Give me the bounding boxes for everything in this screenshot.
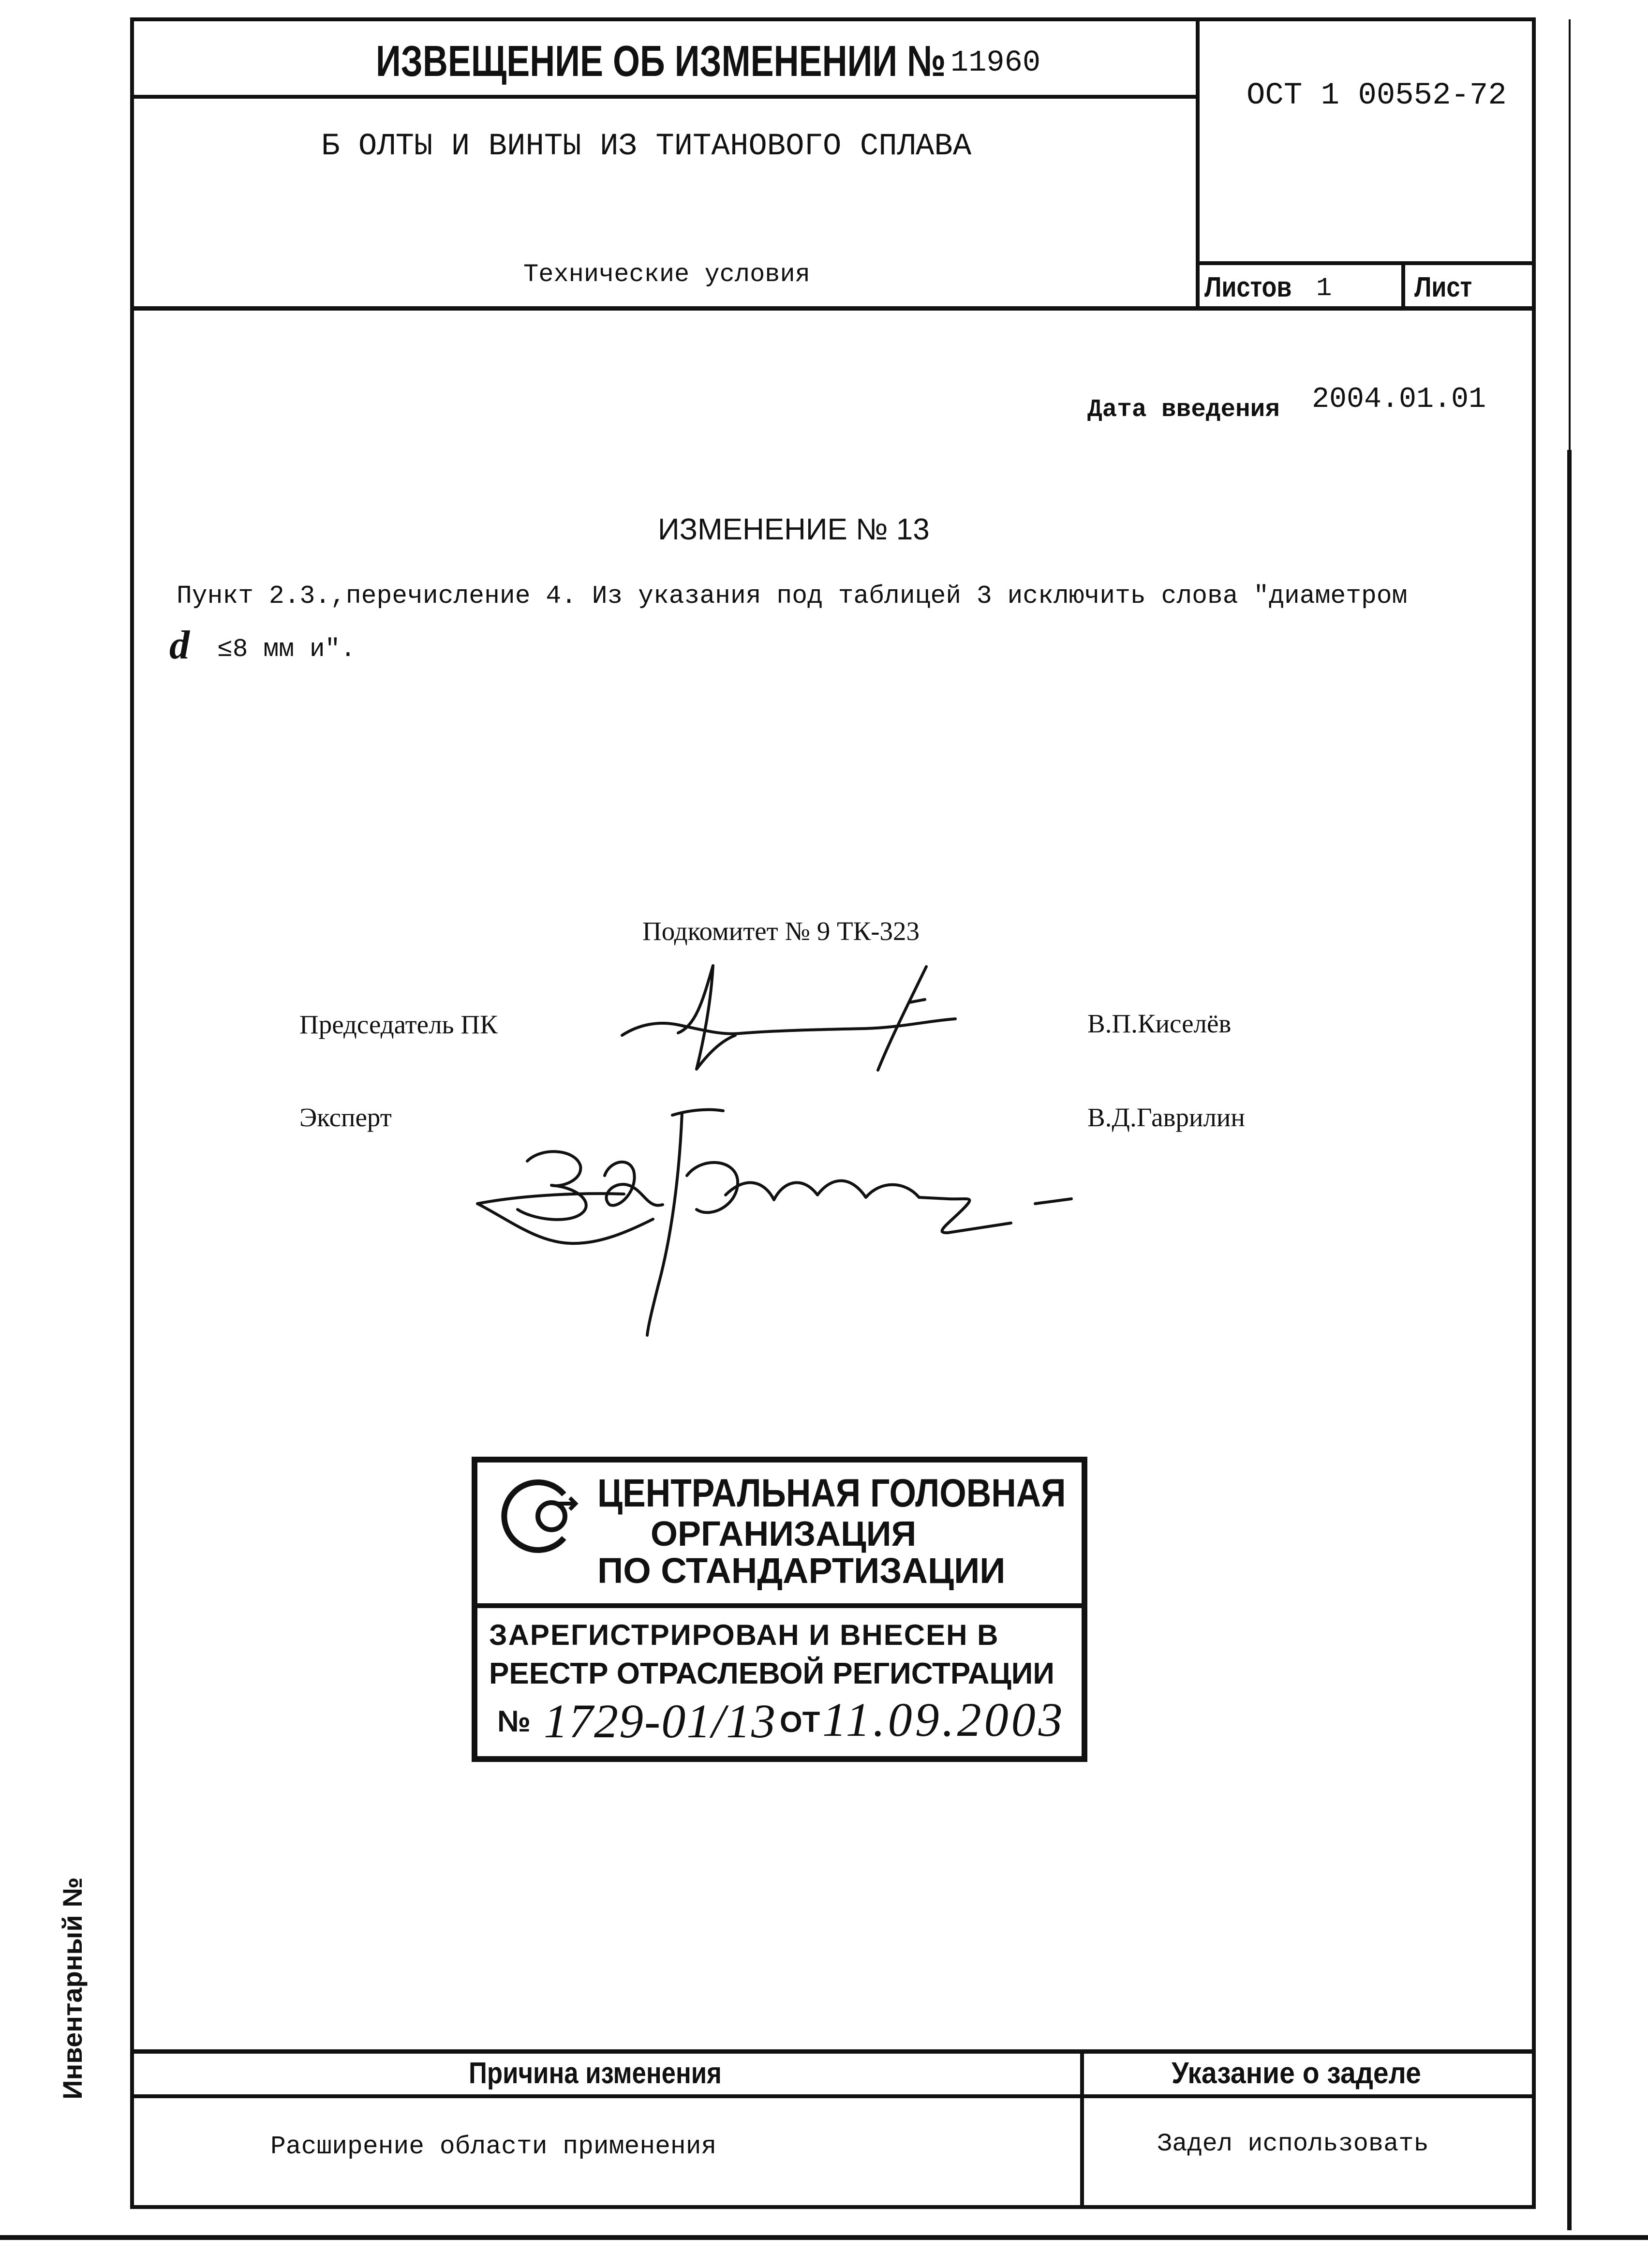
scan-edge-bottom (0, 2235, 1648, 2240)
stamp-logo-icon (498, 1478, 580, 1555)
chairman-role: Председатель ПК (299, 1010, 498, 1039)
inventory-number-label: Инвентарный № (57, 1877, 88, 2100)
chairman-signature (605, 948, 967, 1084)
change-text-line1: Пункт 2.3.,перечисление 4. Из указания под таблицей 3 исключить слова "диаметром (177, 582, 1408, 611)
document-type: Технические условия (523, 260, 810, 289)
change-heading: ИЗМЕНЕНИЕ № 13 (658, 513, 930, 546)
stamp-date-prefix: ОТ (780, 1706, 820, 1738)
sheets-row-top-line (1198, 261, 1536, 265)
chairman-name: В.П.Киселёв (1087, 1009, 1232, 1038)
stamp-org-line1: ЦЕНТРАЛЬНАЯ ГОЛОВНАЯ (597, 1471, 1066, 1515)
expert-signature (469, 1098, 1084, 1345)
sheets-cell-divider (1401, 263, 1405, 308)
change-text-line2: ≤8 мм и". (217, 635, 356, 664)
header-bottom-line (130, 306, 1536, 311)
notice-number: 11960 (950, 45, 1041, 80)
change-reason: Расширение области применения (270, 2132, 717, 2161)
stamp-divider (472, 1603, 1087, 1608)
stamp-reg-line2: РЕЕСТР ОТРАСЛЕВОЙ РЕГИСТРАЦИИ (489, 1657, 1054, 1690)
stamp-reg-number: 1729-01/13 (544, 1694, 777, 1748)
sheet-label: Лист (1414, 271, 1472, 303)
sheets-count: 1 (1316, 274, 1332, 303)
stamp-number-prefix: № (497, 1705, 531, 1738)
scan-edge-right-thin (1569, 19, 1571, 450)
expert-role: Эксперт (299, 1103, 392, 1132)
footer-top-line (130, 2049, 1536, 2054)
effective-date-label: Дата введения (1087, 396, 1280, 424)
stamp-org-line3: ПО СТАНДАРТИЗАЦИИ (597, 1551, 1006, 1591)
backlog-instruction: Задел использовать (1157, 2130, 1429, 2158)
committee-name: Подкомитет № 9 ТК-323 (642, 916, 920, 946)
product-name: Б ОЛТЫ И ВИНТЫ ИЗ ТИТАНОВОГО СПЛАВА (321, 129, 972, 164)
stamp-org-line2: ОРГАНИЗАЦИЯ (651, 1515, 917, 1553)
diameter-symbol: d (169, 623, 190, 668)
stamp-reg-date: 11.09.2003 (822, 1693, 1066, 1746)
backlog-header: Указание о заделе (1172, 2057, 1421, 2090)
sheets-label: Листов (1204, 271, 1292, 303)
stamp-reg-line1: ЗАРЕГИСТРИРОВАН И ВНЕСЕН В (489, 1619, 999, 1651)
footer-header-line (130, 2094, 1536, 2098)
notice-title: ИЗВЕЩЕНИЕ ОБ ИЗМЕНЕНИИ № (376, 37, 946, 86)
expert-name: В.Д.Гаврилин (1087, 1103, 1245, 1132)
scan-edge-right (1567, 450, 1572, 2230)
footer-vertical-divider (1080, 2051, 1084, 2209)
title-underline (130, 95, 1198, 99)
effective-date: 2004.01.01 (1312, 383, 1486, 416)
reason-header: Причина изменения (469, 2057, 722, 2090)
standard-code: ОСТ 1 00552-72 (1247, 78, 1507, 113)
